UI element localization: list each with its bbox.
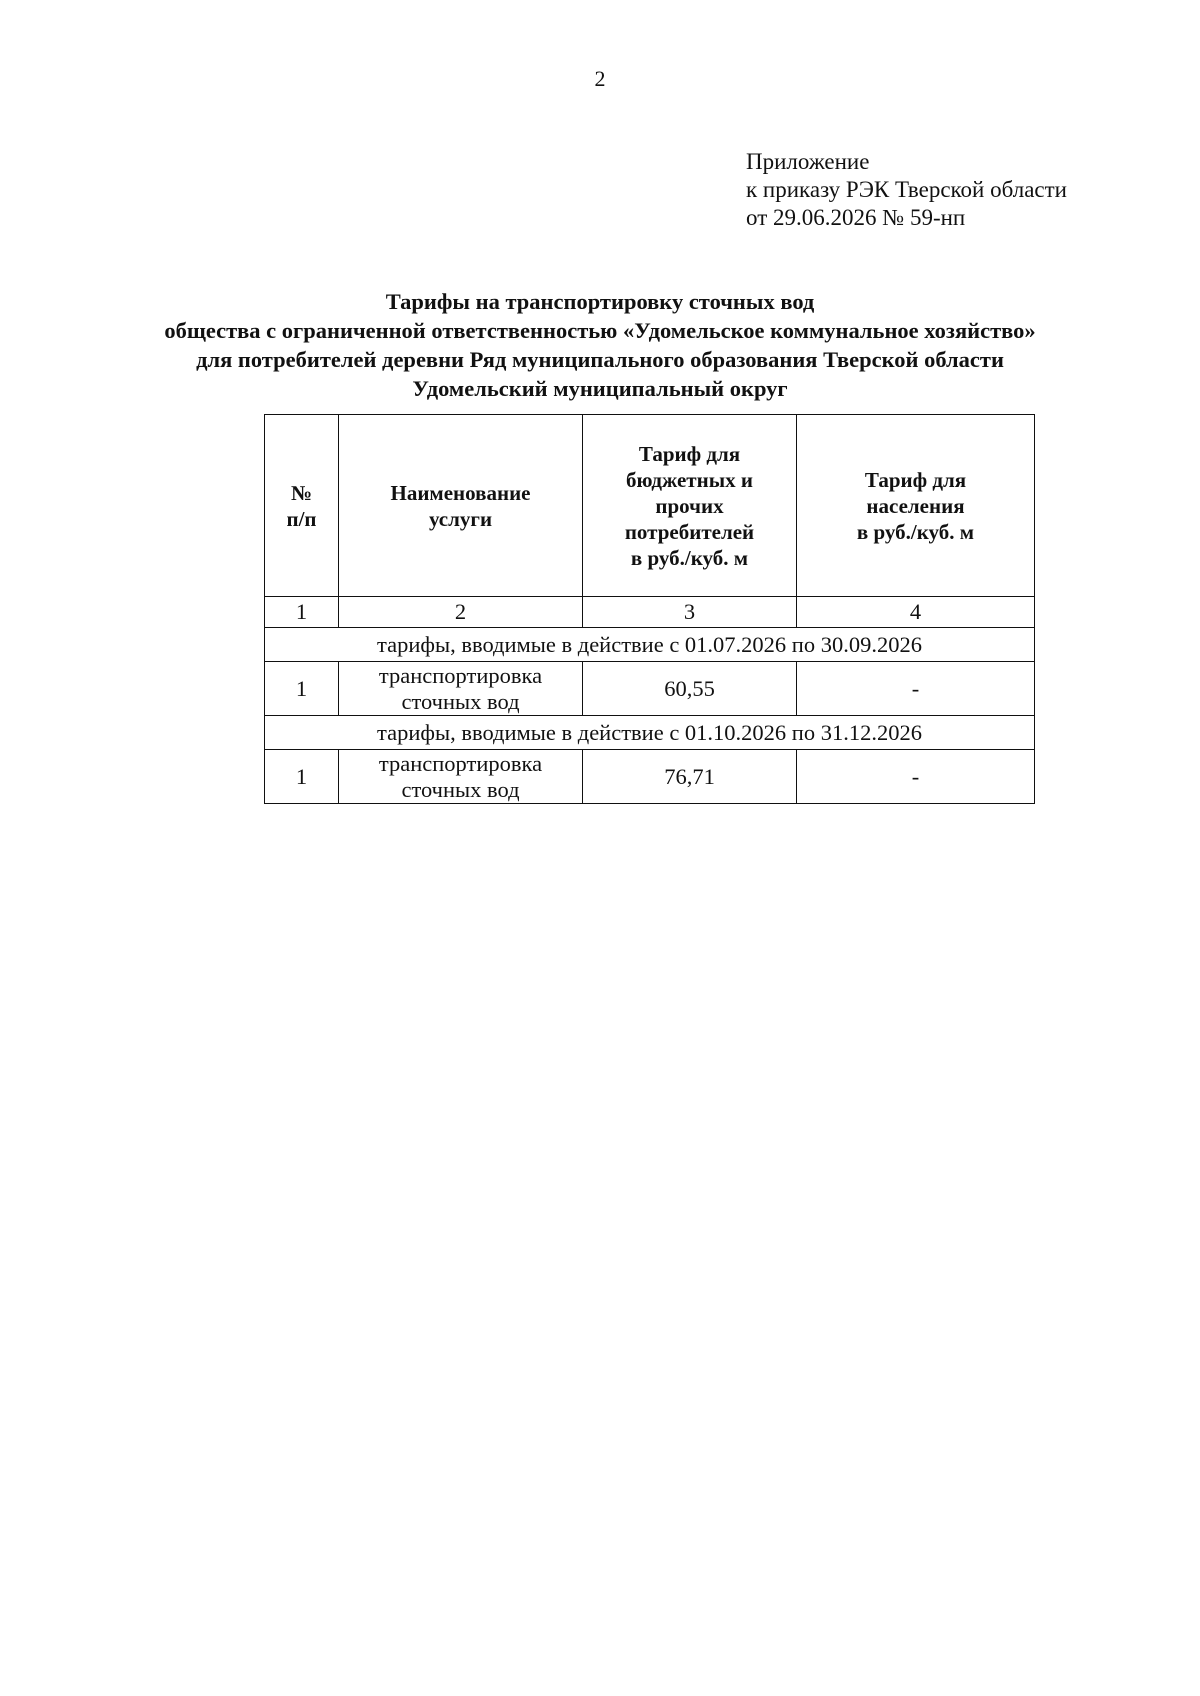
appendix-block (746, 148, 1067, 232)
row-tariff-population: - (797, 662, 1035, 716)
header-number: № п/п (265, 415, 339, 597)
table-row (265, 662, 1035, 716)
title-line-1: Тарифы на транспортировку сточных вод (385, 289, 815, 314)
row-number: 1 (265, 662, 339, 716)
period-row (265, 628, 1035, 662)
tariff-table (264, 414, 1035, 804)
period-row (265, 716, 1035, 750)
appendix-line-2: к приказу РЭК Тверской области (746, 177, 1067, 202)
period-label: тарифы, вводимые в действие с 01.10.2026 по 31.12.2026 (265, 716, 1035, 750)
appendix-line-1: Приложение (746, 149, 870, 174)
row-tariff-budget: 60,55 (583, 662, 797, 716)
row-tariff-population: - (797, 750, 1035, 804)
row-service: транспортировка сточных вод (339, 750, 583, 804)
period-label: тарифы, вводимые в действие с 01.07.2026 по 30.09.2026 (265, 628, 1035, 662)
table-header-row (265, 415, 1035, 597)
document-title (0, 287, 1200, 403)
appendix-line-3: от 29.06.2026 № 59-нп (746, 205, 966, 230)
title-line-4: Удомельский муниципальный округ (412, 376, 788, 401)
header-service-name: Наименование услуги (339, 415, 583, 597)
header-tariff-population: Тариф для населения в руб./куб. м (797, 415, 1035, 597)
header-tariff-budget: Тариф для бюджетных и прочих потребителей в руб./куб. м (583, 415, 797, 597)
column-index-cell: 4 (797, 597, 1035, 628)
title-line-3: для потребителей деревни Ряд муниципального образования Тверской области (196, 347, 1004, 372)
column-index-cell: 2 (339, 597, 583, 628)
title-line-2: общества с ограниченной ответственностью «Удомельское коммунальное хозяйство» (164, 318, 1036, 343)
row-number: 1 (265, 750, 339, 804)
column-index-cell: 1 (265, 597, 339, 628)
column-index-cell: 3 (583, 597, 797, 628)
page-number: 2 (594, 66, 606, 91)
table-row (265, 750, 1035, 804)
row-service: транспортировка сточных вод (339, 662, 583, 716)
column-index-row (265, 597, 1035, 628)
row-tariff-budget: 76,71 (583, 750, 797, 804)
